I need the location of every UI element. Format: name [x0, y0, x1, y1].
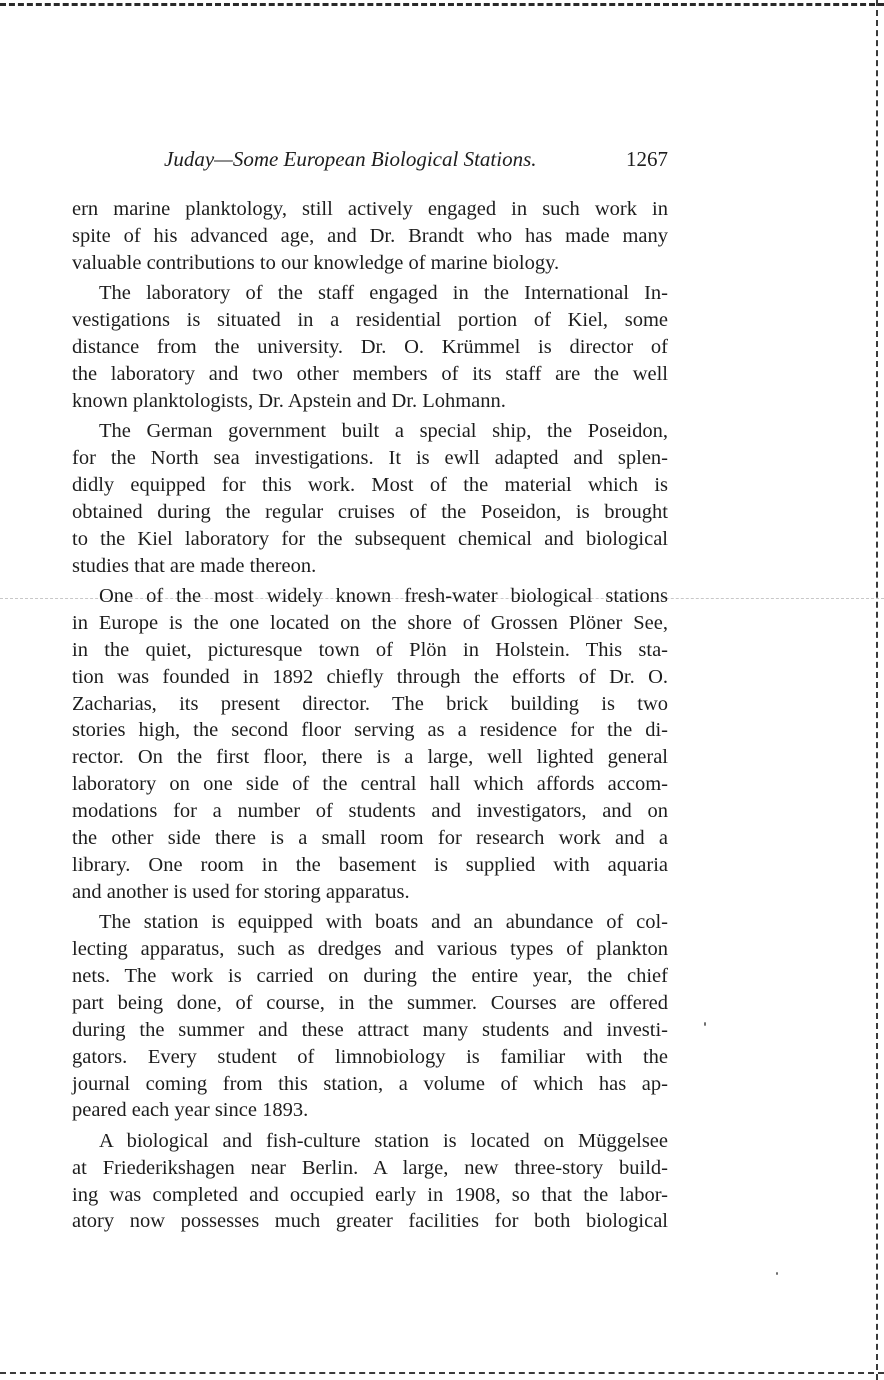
text-line-content: A biological and fish-culture station is located on Müggelsee: [99, 1129, 668, 1152]
paragraph: [72, 1128, 668, 1236]
text-line-content: One of the most widely known fresh-water biological stations: [99, 584, 668, 607]
text-line: [72, 717, 668, 744]
text-line-content: peared each year since 1893.: [72, 1099, 309, 1122]
text-line-content: rector. On the first floor, there is a large, well lighted general: [72, 746, 668, 769]
page-top-edge: [0, 0, 884, 6]
text-line: [72, 1208, 668, 1235]
scan-speck: [704, 1022, 706, 1026]
text-line-content: laboratory on one side of the central hall which affords accom-: [72, 773, 668, 796]
text-line: [72, 664, 668, 691]
text-line-content: Zacharias, its present director. The brick building is two: [72, 692, 668, 715]
text-line-content: obtained during the regular cruises of the Poseidon, is brought: [72, 500, 668, 523]
paragraph: [72, 196, 668, 277]
text-line-content: tion was founded in 1892 chiefly through the efforts of Dr. O.: [72, 665, 668, 688]
text-line: [72, 1017, 668, 1044]
paragraph: [72, 280, 668, 414]
text-line-content: for the North sea investigations. It is ewll adapted and splen-: [72, 447, 668, 470]
text-line-content: vestigations is situated in a residential portion of Kiel, some: [72, 309, 668, 332]
text-line: [72, 1044, 668, 1071]
text-line-content: to the Kiel laboratory for the subsequent chemical and biological: [72, 527, 668, 550]
text-line: [72, 1182, 668, 1209]
running-head: [72, 145, 668, 175]
text-line-content: distance from the university. Dr. O. Krümmel is director of: [72, 335, 668, 358]
text-line: [72, 771, 668, 798]
text-line: [72, 798, 668, 825]
text-line-content: the laboratory and two other members of its staff are the well: [72, 362, 668, 385]
text-line: [72, 472, 668, 499]
text-line-content: in the quiet, picturesque town of Plön in Holstein. This sta-: [72, 638, 668, 661]
text-line: [72, 936, 668, 963]
paragraph: [72, 418, 668, 579]
text-line: [72, 334, 668, 361]
text-line-content: The station is equipped with boats and an abundance of col-: [99, 911, 668, 934]
text-line: [72, 499, 668, 526]
text-line: [72, 223, 668, 250]
text-line-content: ing was completed and occupied early in 1908, so that the labor-: [72, 1183, 668, 1206]
text-line-content: the other side there is a small room for research work and a: [72, 826, 668, 849]
text-line: [72, 526, 668, 553]
text-line: [72, 637, 668, 664]
paragraph: [72, 583, 668, 906]
text-line: [72, 196, 668, 223]
text-line-content: stories high, the second floor serving as a residence for the di-: [72, 719, 668, 742]
text-line: [72, 361, 668, 388]
text-line-content: journal coming from this station, a volume of which has ap-: [72, 1072, 668, 1095]
paragraph: [72, 909, 668, 1124]
text-line-content: modations for a number of students and investigators, and on: [72, 800, 668, 823]
text-line-content: part being done, of course, in the summer. Courses are offered: [72, 991, 668, 1014]
text-line-content: gators. Every student of limnobiology is familiar with the: [72, 1045, 668, 1068]
text-line-content: at Friederikshagen near Berlin. A large, new three-story build-: [72, 1156, 668, 1179]
text-line-content: The German government built a special ship, the Poseidon,: [99, 420, 668, 443]
text-line-content: The laboratory of the staff engaged in the International In-: [99, 282, 668, 305]
text-line-content: studies that are made thereon.: [72, 554, 317, 577]
text-line: [72, 744, 668, 771]
page-bottom-edge: [0, 1372, 884, 1378]
body-text: [72, 196, 668, 1235]
text-line: [72, 418, 668, 445]
text-line-content: known planktologists, Dr. Apstein and Dr. Lohmann.: [72, 389, 506, 412]
text-line-content: atory now possesses much greater facilities for both biological: [72, 1210, 668, 1233]
text-line-content: during the summer and these attract many students and investi-: [72, 1018, 668, 1041]
page-right-edge: [876, 0, 882, 1380]
text-line: [72, 1155, 668, 1182]
text-line: [72, 610, 668, 637]
text-line: [72, 852, 668, 879]
text-line: [72, 909, 668, 936]
text-line: [72, 990, 668, 1017]
text-line-content: ern marine planktology, still actively engaged in such work in: [72, 198, 668, 220]
text-line: [72, 1097, 668, 1124]
text-line: [72, 1128, 668, 1155]
text-line-content: in Europe is the one located on the shore of Grossen Plöner See,: [72, 611, 668, 634]
text-line: [72, 583, 668, 610]
text-line-content: lecting apparatus, such as dredges and various types of plankton: [72, 938, 668, 961]
text-line-content: and another is used for storing apparatus.: [72, 880, 410, 903]
text-line: [72, 307, 668, 334]
text-line: [72, 250, 668, 277]
text-line: [72, 388, 668, 415]
text-line-content: library. One room in the basement is supplied with aquaria: [72, 853, 668, 876]
text-line-content: nets. The work is carried on during the entire year, the chief: [72, 964, 668, 987]
text-line: [72, 825, 668, 852]
page-number: 1267: [626, 147, 668, 171]
text-line: [72, 445, 668, 472]
text-line-content: spite of his advanced age, and Dr. Brandt who has made many: [72, 224, 668, 247]
text-line: [72, 691, 668, 718]
text-line-content: valuable contributions to our knowledge of marine biology.: [72, 251, 560, 274]
running-head-title: Juday—Some European Biological Stations.: [164, 147, 537, 171]
text-line-content: didly equipped for this work. Most of the material which is: [72, 473, 668, 496]
scan-speck: [776, 1272, 778, 1275]
text-line: [72, 879, 668, 906]
text-line: [72, 280, 668, 307]
text-line: [72, 553, 668, 580]
text-line: [72, 1071, 668, 1098]
text-line: [72, 963, 668, 990]
